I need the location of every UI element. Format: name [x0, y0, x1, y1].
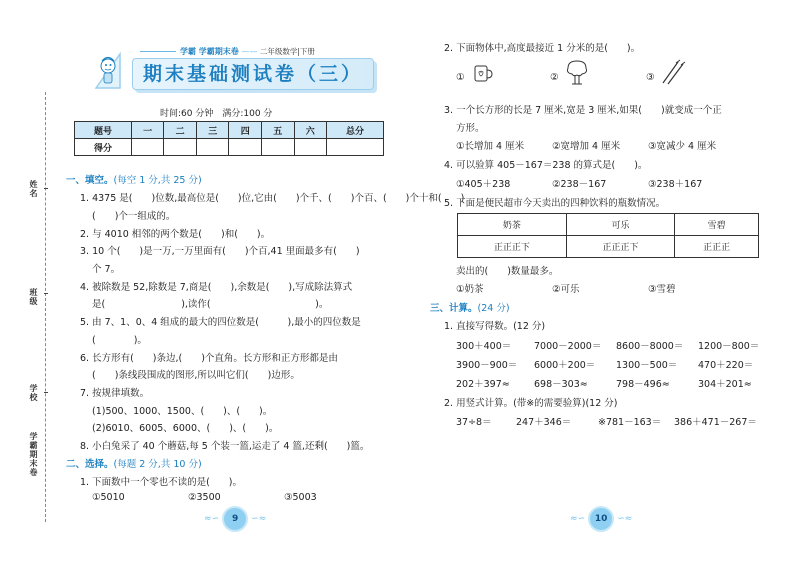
question-3-line-2: 个 7。	[92, 264, 121, 275]
score-header-cell: 六	[294, 122, 327, 139]
calc-item: 6000＋200＝	[534, 360, 596, 371]
school-label: 学校	[29, 384, 38, 402]
drinks-header-cell: 奶茶	[458, 214, 567, 236]
choice-2-option-a[interactable]: ①	[456, 72, 465, 83]
score-header-cell: 二	[164, 122, 197, 139]
choice-5-question: 卖出的( )数量最多。	[456, 266, 559, 277]
drinks-tally-cell: 正正正下	[566, 236, 675, 258]
calc-item: 1300－500＝	[616, 360, 678, 371]
time-info: 时间:60 分钟 满分:100 分	[160, 109, 273, 119]
choice-1-option-a[interactable]: ①5010	[92, 492, 125, 503]
mug-icon	[472, 62, 494, 84]
flourish-icon: ≈∽	[204, 514, 220, 524]
choice-3-line-1: 3. 一个长方形的长是 7 厘米,宽是 3 厘米,如果( )就变成一个正	[444, 105, 722, 116]
binding-dashed-line	[45, 92, 46, 522]
header-brand: 学霸 学霸期末卷	[180, 47, 239, 56]
drinks-header-cell: 雪碧	[675, 214, 759, 236]
name-label: 姓名	[29, 180, 38, 198]
calc-item: 8600－8000＝	[616, 341, 684, 352]
question-8: 8. 小白兔采了 40 个蘑菇,每 5 个装一篮,运走了 4 篮,还剩( )篮。	[80, 441, 370, 452]
question-4-line-1: 4. 被除数是 52,除数是 7,商是( ),余数是( ),写成除法算式	[80, 282, 353, 293]
score-header-cell: 五	[262, 122, 295, 139]
calc-item: 7000－2000＝	[534, 341, 602, 352]
score-cell[interactable]	[229, 139, 262, 156]
choice-3-option-c[interactable]: ③宽减少 4 厘米	[648, 141, 717, 152]
vertical-calc-item: 247＋346＝	[516, 417, 572, 428]
section-fill-title: 一、填空。	[66, 175, 114, 186]
score-header-cell: 题号	[75, 122, 132, 139]
calc-item: 698－303≈	[534, 379, 588, 390]
section-calc-note: (24 分)	[477, 303, 510, 314]
page-number-left: 9	[222, 506, 248, 532]
class-tick	[44, 293, 48, 294]
choice-4: 4. 可以验算 405－167＝238 的算式是( )。	[444, 160, 648, 171]
score-header-cell: 一	[131, 122, 164, 139]
question-3-line-1: 3. 10 个( )是一万,一万里面有( )个百,41 里面最多有( )	[80, 246, 360, 257]
score-row-label: 得分	[75, 139, 132, 156]
choice-2: 2. 下面物体中,高度最接近 1 分米的是( )。	[444, 43, 641, 54]
calc-item: 300＋400＝	[456, 341, 512, 352]
section-choice-note: (每题 2 分,共 10 分)	[113, 459, 202, 470]
question-1-line-1: 1. 4375 是( )位数,最高位是( )位,它由( )个千、( )个百、( )个十和( )	[80, 193, 465, 204]
side-brand-label: 学霸期末卷	[29, 432, 38, 477]
score-cell[interactable]	[131, 139, 164, 156]
header-brand-line: 学霸 学霸期末卷 —— 二年级数学|下册	[180, 46, 370, 58]
page-title: 期末基础测试卷（三）	[142, 63, 363, 85]
vertical-calc-item: 37÷8＝	[456, 417, 492, 428]
question-5-line-2: ( )。	[92, 335, 147, 346]
calc-vertical-title: 2. 用竖式计算。(带※的需要验算)(12 分)	[444, 398, 618, 409]
choice-3-line-2: 方形。	[456, 123, 485, 134]
flourish-icon: ≈∽	[570, 514, 586, 524]
question-2: 2. 与 4010 相邻的两个数是( )和( )。	[80, 229, 271, 240]
question-1-line-2: ( )个一组成的。	[92, 211, 176, 222]
section-choice-title: 二、选择。	[66, 459, 114, 470]
tree-icon	[564, 58, 590, 86]
question-7-part-2: (2)6010、6005、6000、( )、( )。	[92, 423, 279, 434]
section-calc-heading	[430, 300, 510, 314]
question-6-line-1: 6. 长方形有( )条边,( )个直角。长方形和正方形都是由	[80, 353, 338, 364]
choice-1: 1. 下面数中一个零也不读的是( )。	[80, 477, 242, 488]
score-header-cell: 四	[229, 122, 262, 139]
flourish-icon: ∽≈	[251, 514, 267, 524]
vertical-calc-item: ※781－163＝	[598, 417, 662, 428]
calc-item: 1200－800＝	[698, 341, 760, 352]
question-6-line-2: ( )条线段围成的图形,所以叫它们( )边形。	[92, 370, 300, 381]
title-box	[92, 56, 382, 96]
section-calc-title: 三、计算。	[430, 303, 478, 314]
question-5-line-1: 5. 由 7、1、0、4 组成的最大的四位数是( ),最小的四位数是	[80, 317, 361, 328]
choice-5-option-c[interactable]: ③雪碧	[648, 284, 676, 295]
mascot-icon	[92, 48, 136, 92]
vertical-calc-item: 386＋471－267＝	[674, 417, 757, 428]
calc-item: 3900－900＝	[456, 360, 518, 371]
choice-2-option-b[interactable]: ②	[550, 72, 559, 83]
drinks-tally-cell: 正正正	[675, 236, 759, 258]
choice-4-option-b[interactable]: ②238－167	[552, 179, 607, 190]
score-cell[interactable]	[164, 139, 197, 156]
choice-4-option-c[interactable]: ③238＋167	[648, 179, 703, 190]
question-4-line-2: 是( ),读作( )。	[92, 299, 329, 310]
chopsticks-icon	[660, 58, 686, 86]
section-fill-heading	[66, 172, 202, 186]
drinks-tally-cell: 正正正下	[458, 236, 567, 258]
score-cell[interactable]	[262, 139, 295, 156]
drinks-header-cell: 可乐	[566, 214, 675, 236]
score-cell[interactable]	[327, 139, 384, 156]
choice-4-option-a[interactable]: ①405＋238	[456, 179, 511, 190]
drinks-tally-table	[457, 213, 759, 258]
score-table	[74, 121, 384, 156]
score-cell[interactable]	[196, 139, 229, 156]
calc-item: 202＋397≈	[456, 379, 510, 390]
school-tick	[44, 392, 48, 393]
section-fill-note: (每空 1 分,共 25 分)	[113, 175, 202, 186]
calc-item: 304＋201≈	[698, 379, 752, 390]
choice-1-option-c[interactable]: ③5003	[284, 492, 317, 503]
flourish-icon: ∽≈	[617, 514, 633, 524]
page-number-left-wrap	[204, 506, 266, 532]
page-number-right-wrap	[570, 506, 632, 532]
choice-2-option-c[interactable]: ③	[646, 72, 655, 83]
calc-item: 798－496≈	[616, 379, 670, 390]
calc-direct-title: 1. 直接写得数。(12 分)	[444, 321, 546, 332]
title-banner	[132, 58, 374, 90]
choice-5-option-a[interactable]: ①奶茶	[456, 284, 484, 295]
calc-item: 470＋220＝	[698, 360, 754, 371]
choice-5: 5. 下面是便民超市今天卖出的四种饮料的瓶数情况。	[444, 198, 666, 209]
score-header-cell: 总分	[327, 122, 384, 139]
header-subject: 二年级数学|下册	[259, 47, 315, 56]
choice-3-option-a[interactable]: ①长增加 4 厘米	[456, 141, 525, 152]
score-cell[interactable]	[294, 139, 327, 156]
name-tick	[44, 188, 48, 189]
choice-1-option-b[interactable]: ②3500	[188, 492, 221, 503]
choice-5-option-b[interactable]: ②可乐	[552, 284, 580, 295]
page-number-right: 10	[588, 506, 614, 532]
score-header-cell: 三	[196, 122, 229, 139]
choice-3-option-b[interactable]: ②宽增加 4 厘米	[552, 141, 621, 152]
section-choice-heading	[66, 456, 202, 470]
question-7: 7. 按规律填数。	[80, 388, 150, 399]
class-label: 班级	[29, 288, 38, 306]
question-7-part-1: (1)500、1000、1500、( )、( )。	[92, 406, 273, 417]
